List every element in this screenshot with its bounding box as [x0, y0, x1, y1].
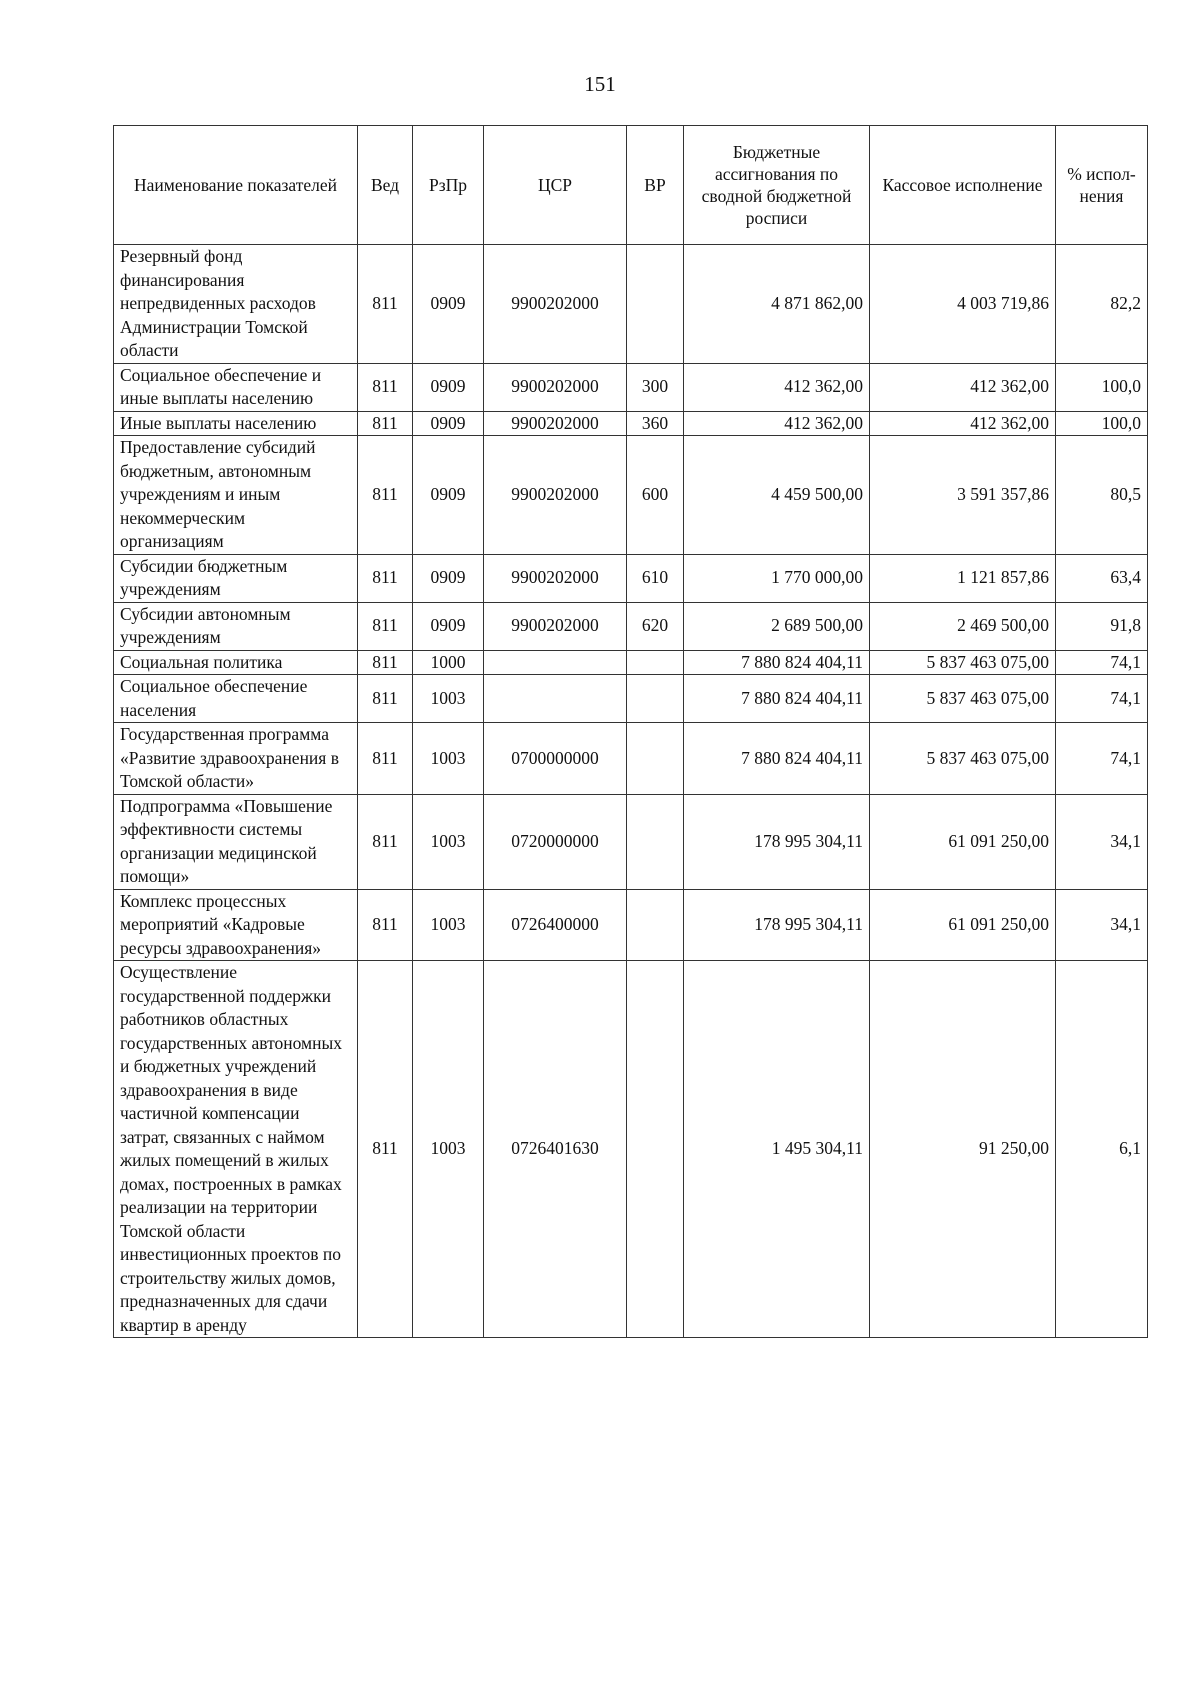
row-rzpr: 1003 [413, 675, 484, 723]
row-percent: 34,1 [1056, 794, 1148, 889]
row-ved: 811 [358, 961, 413, 1338]
row-vr: 360 [627, 411, 684, 436]
table-row [114, 245, 1148, 364]
row-assigned: 2 689 500,00 [684, 602, 870, 650]
row-vr [627, 675, 684, 723]
row-vr: 610 [627, 554, 684, 602]
row-rzpr: 0909 [413, 436, 484, 555]
row-assigned: 412 362,00 [684, 363, 870, 411]
row-ved: 811 [358, 602, 413, 650]
row-assigned: 7 880 824 404,11 [684, 723, 870, 795]
table-row [114, 889, 1148, 961]
row-percent: 82,2 [1056, 245, 1148, 364]
row-csr: 9900202000 [484, 245, 627, 364]
table-row [114, 794, 1148, 889]
row-ved: 811 [358, 675, 413, 723]
table-row [114, 363, 1148, 411]
row-name: Подпрограмма «Повышение эффективности системы организации медицинской помощи» [114, 794, 358, 889]
row-percent: 6,1 [1056, 961, 1148, 1338]
table-row [114, 650, 1148, 675]
table-row [114, 436, 1148, 555]
row-csr: 0726401630 [484, 961, 627, 1338]
row-ved: 811 [358, 436, 413, 555]
row-assigned: 4 459 500,00 [684, 436, 870, 555]
row-name: Иные выплаты населению [114, 411, 358, 436]
row-rzpr: 1003 [413, 889, 484, 961]
row-name: Социальное обеспечение населения [114, 675, 358, 723]
row-assigned: 1 495 304,11 [684, 961, 870, 1338]
header-csr: ЦСР [484, 126, 627, 245]
row-vr [627, 961, 684, 1338]
row-name: Субсидии автономным учреждениям [114, 602, 358, 650]
row-cash: 91 250,00 [870, 961, 1056, 1338]
row-assigned: 1 770 000,00 [684, 554, 870, 602]
row-ved: 811 [358, 554, 413, 602]
row-cash: 61 091 250,00 [870, 794, 1056, 889]
row-name: Государственная программа «Развитие здравоохранения в Томской области» [114, 723, 358, 795]
table-row [114, 554, 1148, 602]
row-assigned: 178 995 304,11 [684, 889, 870, 961]
row-rzpr: 1003 [413, 723, 484, 795]
row-cash: 2 469 500,00 [870, 602, 1056, 650]
row-vr: 300 [627, 363, 684, 411]
row-ved: 811 [358, 650, 413, 675]
row-ved: 811 [358, 363, 413, 411]
row-name: Комплекс процессных мероприятий «Кадровые ресурсы здравоохранения» [114, 889, 358, 961]
row-ved: 811 [358, 889, 413, 961]
row-csr: 9900202000 [484, 411, 627, 436]
row-percent: 100,0 [1056, 363, 1148, 411]
row-assigned: 4 871 862,00 [684, 245, 870, 364]
budget-execution-table [113, 125, 1148, 1338]
row-ved: 811 [358, 411, 413, 436]
row-cash: 5 837 463 075,00 [870, 723, 1056, 795]
header-rzpr: РзПр [413, 126, 484, 245]
row-name: Субсидии бюджетным учреждениям [114, 554, 358, 602]
row-csr [484, 650, 627, 675]
row-percent: 80,5 [1056, 436, 1148, 555]
row-assigned: 7 880 824 404,11 [684, 650, 870, 675]
table-header-row [114, 126, 1148, 245]
row-ved: 811 [358, 245, 413, 364]
row-cash: 4 003 719,86 [870, 245, 1056, 364]
row-percent: 100,0 [1056, 411, 1148, 436]
row-csr: 9900202000 [484, 554, 627, 602]
row-csr: 0720000000 [484, 794, 627, 889]
row-cash: 412 362,00 [870, 411, 1056, 436]
row-rzpr: 1003 [413, 794, 484, 889]
row-cash: 5 837 463 075,00 [870, 650, 1056, 675]
row-csr: 9900202000 [484, 363, 627, 411]
row-percent: 34,1 [1056, 889, 1148, 961]
row-rzpr: 0909 [413, 411, 484, 436]
header-name: Наименование показателей [114, 126, 358, 245]
row-ved: 811 [358, 723, 413, 795]
row-csr: 9900202000 [484, 602, 627, 650]
row-rzpr: 0909 [413, 245, 484, 364]
row-percent: 74,1 [1056, 650, 1148, 675]
row-rzpr: 0909 [413, 363, 484, 411]
row-rzpr: 0909 [413, 602, 484, 650]
row-vr [627, 723, 684, 795]
table-row [114, 602, 1148, 650]
row-cash: 1 121 857,86 [870, 554, 1056, 602]
header-ved: Вед [358, 126, 413, 245]
row-cash: 412 362,00 [870, 363, 1056, 411]
row-vr [627, 794, 684, 889]
row-cash: 61 091 250,00 [870, 889, 1056, 961]
row-vr [627, 889, 684, 961]
row-percent: 74,1 [1056, 723, 1148, 795]
row-rzpr: 0909 [413, 554, 484, 602]
row-cash: 5 837 463 075,00 [870, 675, 1056, 723]
row-name: Социальное обеспечение и иные выплаты населению [114, 363, 358, 411]
row-percent: 74,1 [1056, 675, 1148, 723]
row-assigned: 7 880 824 404,11 [684, 675, 870, 723]
row-ved: 811 [358, 794, 413, 889]
row-name: Осуществление государственной поддержки работников областных государственных автономных и бюджетных учреждений здравоохранения в виде частичной компенсации затрат, связанных с наймом жилых помещений в жилых домах, построенных в рамках реализации на территории Томской области инвестиционных проектов по строительству жилых домов, предназначенных для сдачи квартир в аренду [114, 961, 358, 1338]
row-cash: 3 591 357,86 [870, 436, 1056, 555]
row-percent: 91,8 [1056, 602, 1148, 650]
row-csr: 0700000000 [484, 723, 627, 795]
table-row [114, 961, 1148, 1338]
header-percent: % испол-нения [1056, 126, 1148, 245]
row-name: Предоставление субсидий бюджетным, автономным учреждениям и иным некоммерческим организациям [114, 436, 358, 555]
row-vr: 620 [627, 602, 684, 650]
row-assigned: 178 995 304,11 [684, 794, 870, 889]
table-row [114, 411, 1148, 436]
header-vr: ВР [627, 126, 684, 245]
row-csr: 9900202000 [484, 436, 627, 555]
row-rzpr: 1000 [413, 650, 484, 675]
row-vr: 600 [627, 436, 684, 555]
row-vr [627, 650, 684, 675]
page-number: 151 [584, 72, 616, 96]
row-csr [484, 675, 627, 723]
row-percent: 63,4 [1056, 554, 1148, 602]
table-row [114, 723, 1148, 795]
row-vr [627, 245, 684, 364]
row-rzpr: 1003 [413, 961, 484, 1338]
table-row [114, 675, 1148, 723]
row-assigned: 412 362,00 [684, 411, 870, 436]
header-cash-execution: Кассовое исполнение [870, 126, 1056, 245]
header-assignments: Бюджетные ассигнования по сводной бюджетной росписи [684, 126, 870, 245]
row-name: Социальная политика [114, 650, 358, 675]
row-name: Резервный фонд финансирования непредвиденных расходов Администрации Томской области [114, 245, 358, 364]
row-csr: 0726400000 [484, 889, 627, 961]
